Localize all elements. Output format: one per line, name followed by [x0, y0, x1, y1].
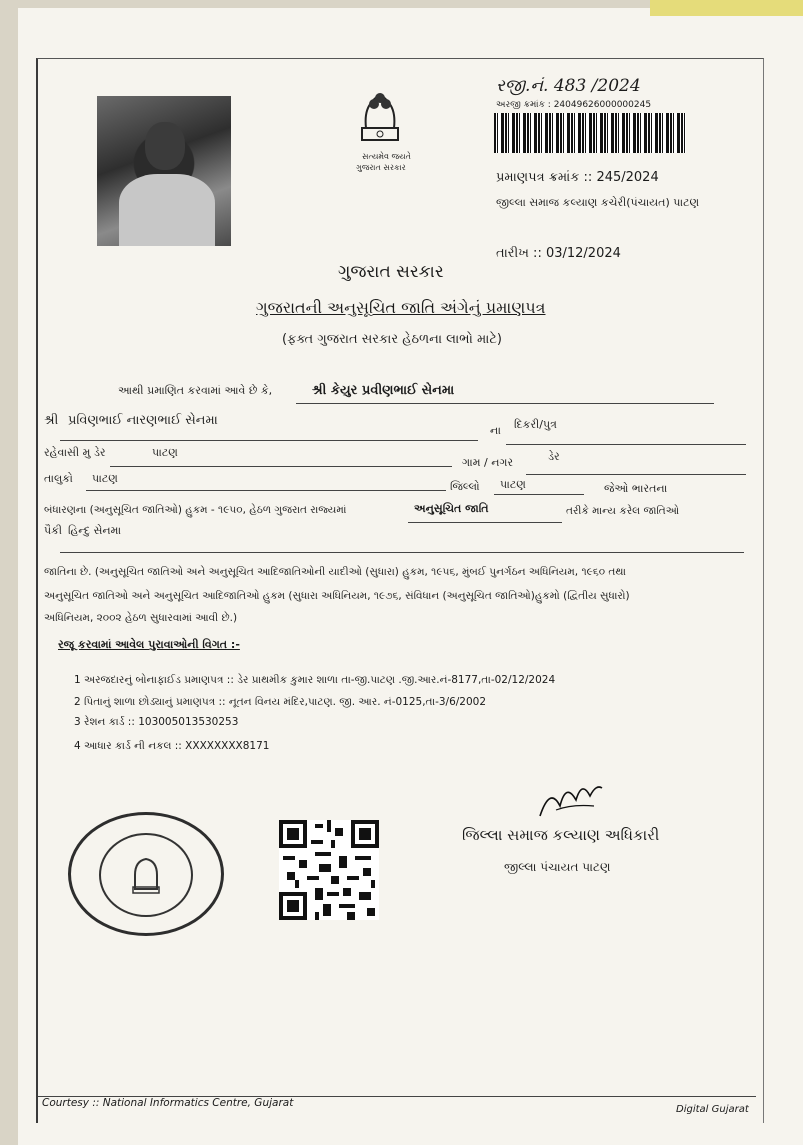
residence-value: પાટણ — [152, 446, 178, 459]
emblem-caption-gov: ગુજરાત સરકાર — [356, 163, 406, 172]
relation-label: ના — [490, 424, 501, 437]
taluka-value: પાટણ — [92, 472, 118, 485]
emblem-caption: સત્યમેવ જયતે — [362, 152, 411, 161]
relation-value: દિકરી/પુત્ર — [514, 418, 557, 431]
residence-label: રહેવાસી મુ ડેર — [44, 446, 106, 459]
district-value: પાટણ — [500, 478, 526, 491]
paper-edge — [650, 0, 803, 16]
certificate-number: પ્રમાણપત્ર ક્રમાંક :: 245/2024 — [496, 170, 659, 185]
village-label: ગામ / નગર — [462, 456, 514, 469]
paragraph-line-3: અધિનિયમ, ૨૦૦૨ હેઠળ સુધારવામાં આવી છે.) — [44, 612, 238, 624]
paragraph-line-2: અનુસૂચિત જાતિઓ અને અનુસૂચિત આદિજાતિઓ હુકમ (સુધારા અધિનિયમ, ૧૯૭૬, સંવિધાન (અનુસૂચિત જાતિઓ)હુકમો (દ્વિતીય સુધારો) — [44, 590, 630, 602]
taluka-label: તાલુકો — [44, 472, 73, 485]
footer-brand: Digital Gujarat — [676, 1104, 749, 1115]
signature — [536, 776, 608, 826]
issuing-office: જીલ્લા સમાજ કલ્યાણ કચેરી(પંચાયત) પાટણ — [496, 196, 700, 209]
certificate-subtitle: (ફક્ત ગુજરાત સરકાર હેઠળના લાભો માટે) — [282, 332, 502, 347]
evidence-item-1: 1 અરજદારનું બોનાફાઈડ પ્રમાણપત્ર :: ડેર પ્રાથમીક કુમાર શાળા તા-જી.પાટણ .જી.આર.નં-8177,તા-02/12/2024 — [74, 674, 556, 686]
issue-date: તારીખ :: 03/12/2024 — [496, 246, 621, 261]
applicant-photo — [97, 96, 231, 246]
seal-emblem-icon — [129, 853, 163, 895]
caste-name: હિન્દુ સેનમા — [68, 524, 122, 537]
national-emblem-icon — [352, 80, 408, 152]
barcode — [494, 113, 686, 153]
evidence-item-4: 4 આધાર કાર્ડ ની નકલ :: XXXXXXXX8171 — [74, 740, 270, 752]
evidence-heading: રજૂ કરવામાં આવેલ પુરાવાઓની વિગત :- — [58, 638, 240, 651]
indian-label: જેઓ ભારતના — [604, 482, 668, 495]
evidence-item-3: 3 રેશન કાર્ડ :: 103005013530253 — [74, 716, 239, 728]
caste-prefix: પૈકી — [44, 524, 63, 537]
intro-label: આથી પ્રમાણિત કરવામાં આવે છે કે, — [118, 384, 273, 397]
village-value: ડેર — [548, 450, 560, 463]
caste-category: અનુસૂચિત જાતિ — [414, 502, 489, 515]
father-prefix: શ્રી — [44, 413, 59, 428]
order-text: બંધારણના (અનુસૂચિત જાતિઓ) હુકમ - ૧૯૫૦, હેઠળ ગુજરાત રાજ્યમાં — [44, 504, 347, 516]
evidence-item-2: 2 પિતાનું શાળા છોડ્યાનું પ્રમાણપત્ર :: નૂતન વિનય મંદિર,પાટણ. જી. આર. નં-0125,તા-3/6/2002 — [74, 696, 487, 708]
recognized-text: તરીકે માન્ય કરેલ જાતિઓ — [566, 505, 680, 517]
office-seal — [68, 812, 224, 936]
district-label: જિલ્લો — [450, 480, 480, 493]
government-heading: ગુજરાત સરકાર — [338, 262, 444, 282]
qr-code — [279, 820, 379, 920]
officer-title: જિલ્લા સમાજ કલ્યાણ અધિકારી — [462, 826, 660, 844]
holder-name: શ્રી કેયુર પ્રવીણભાઈ સેનમા — [312, 383, 455, 398]
footer-courtesy: Courtesy :: National Informatics Centre, Gujarat — [42, 1097, 294, 1109]
handwritten-reference: રજી.નં. 483 /2024 — [496, 76, 641, 96]
officer-office: જીલ્લા પંચાયત પાટણ — [504, 860, 611, 874]
certificate-title: ગુજરાતની અનુસૂચિત જાતિ અંગેનું પ્રમાણપત્ર — [256, 298, 546, 317]
application-number: અરજી ક્રમાંક : 24049626000000245 — [496, 100, 652, 110]
paragraph-line-1: જાતિના છે. (અનુસૂચિત જાતિઓ અને અનુસૂચિત આદિજાતિઓની યાદીઓ (સુધારા) હુકમ, ૧૯૫૬, મુંબઈ પુનર્ગઠન અધિનિયમ, ૧૯૬૦ તથા — [44, 566, 626, 578]
father-name: પ્રવિણભાઈ નારણભાઈ સેનમા — [68, 413, 218, 428]
